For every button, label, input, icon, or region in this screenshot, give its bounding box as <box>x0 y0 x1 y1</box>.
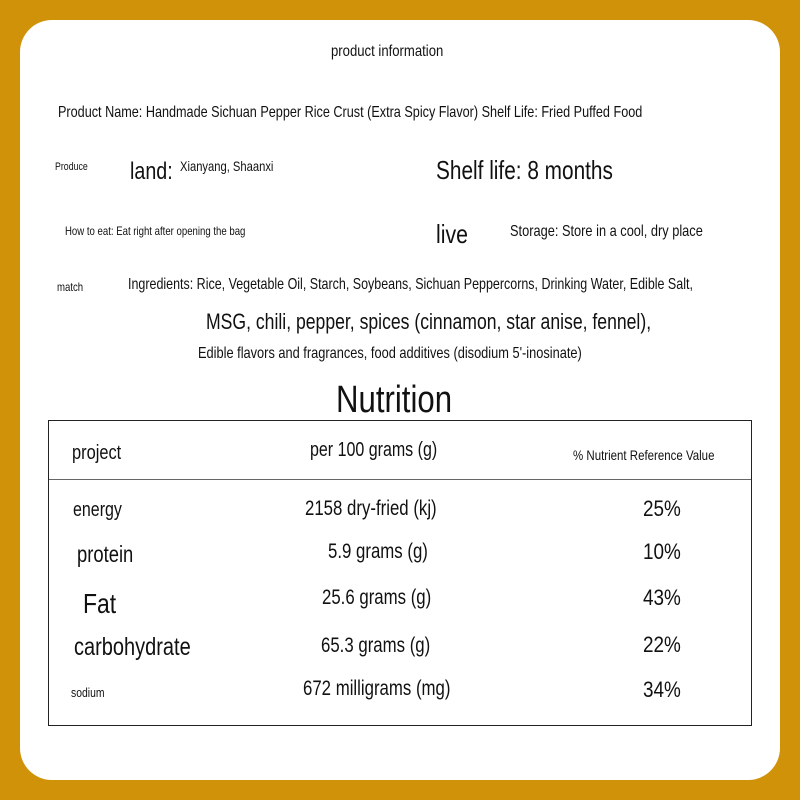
table-row-amount: 65.3 grams (g) <box>321 634 431 657</box>
table-row-nrv: 25% <box>643 496 681 521</box>
product-name-line: Product Name: Handmade Sichuan Pepper Rice Crust (Extra Spicy Flavor) Shelf Life: Fried Puffed Food <box>58 104 643 121</box>
table-row-nrv: 34% <box>643 677 681 702</box>
table-row-nrv: 43% <box>643 585 681 610</box>
live-label: live <box>436 219 468 249</box>
table-row-nrv: 10% <box>643 539 681 564</box>
land-label: land: <box>130 158 173 185</box>
nutrition-heading: Nutrition <box>336 379 453 421</box>
produce-label: Produce <box>55 161 88 173</box>
table-row-item: sodium <box>71 685 105 700</box>
column-header-per-100g: per 100 grams (g) <box>310 439 438 461</box>
table-row-amount: 672 milligrams (mg) <box>303 677 451 700</box>
page-title: product information <box>331 43 444 60</box>
table-row-item: Fat <box>83 588 117 619</box>
table-row-item: energy <box>73 499 122 521</box>
how-to-eat: How to eat: Eat right after opening the bag <box>65 224 246 238</box>
land-value: Xianyang, Shaanxi <box>180 158 274 174</box>
table-row-item: carbohydrate <box>74 633 191 661</box>
shelf-life: Shelf life: 8 months <box>436 155 613 185</box>
table-row-amount: 2158 dry-fried (kj) <box>305 497 437 520</box>
storage-instructions: Storage: Store in a cool, dry place <box>510 223 703 240</box>
column-header-project: project <box>72 442 122 464</box>
ingredients-line-3: Edible flavors and fragrances, food additives (disodium 5'-inosinate) <box>198 345 582 362</box>
ingredients-line-1: Ingredients: Rice, Vegetable Oil, Starch, Soybeans, Sichuan Peppercorns, Drinking Water, Edible Salt, <box>128 276 693 293</box>
table-row-amount: 5.9 grams (g) <box>328 540 428 563</box>
table-row-nrv: 22% <box>643 632 681 657</box>
match-label: match <box>57 280 84 294</box>
table-header-divider <box>49 479 751 480</box>
table-row-item: protein <box>77 541 134 567</box>
column-header-nrv: % Nutrient Reference Value <box>573 447 715 463</box>
ingredients-line-2: MSG, chili, pepper, spices (cinnamon, star anise, fennel), <box>206 309 652 334</box>
table-row-amount: 25.6 grams (g) <box>322 586 432 609</box>
